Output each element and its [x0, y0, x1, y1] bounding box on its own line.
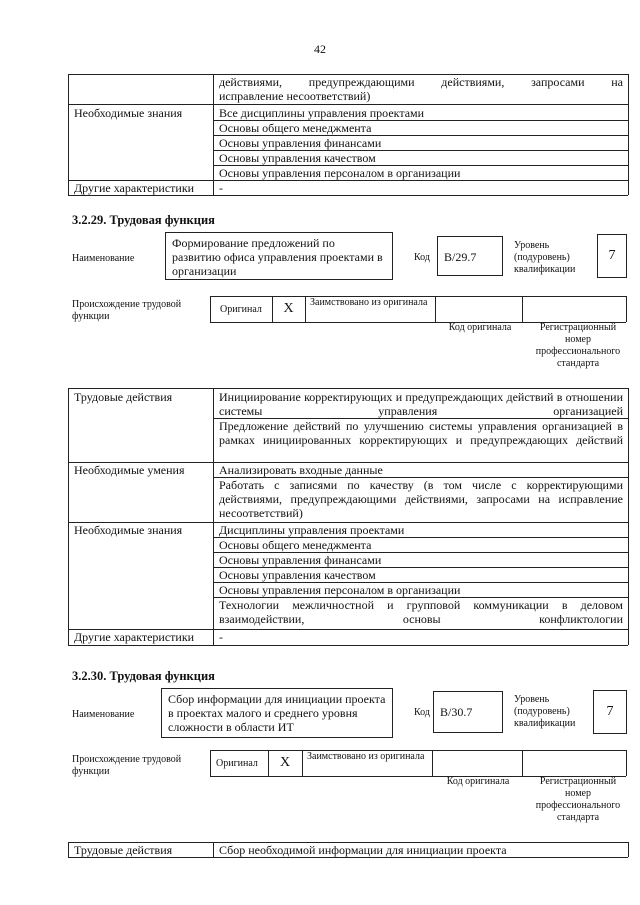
code-box — [433, 691, 503, 733]
skills-label: Необходимые умения — [74, 463, 185, 477]
knowledge-item: Основы общего менеджмента — [219, 538, 372, 552]
knowledge-item: Основы управления персоналом в организации — [219, 583, 461, 597]
knowledge-item: Дисциплины управления проектами — [219, 523, 405, 537]
other-label: Другие характеристики — [74, 181, 195, 195]
borrowed-label: Заимствовано из оригинала — [310, 297, 428, 308]
original-mark: X — [279, 755, 291, 770]
level-label: Уровень (подуровень) квалификации — [514, 694, 576, 729]
continuation-line-2: исправление несоответствий) — [219, 89, 371, 103]
level-value: 7 — [606, 704, 614, 719]
knowledge-item: Технологии межличностной и групповой коммуникации в деловом взаимодействии, основы конфликтологии — [219, 598, 623, 626]
function-name-box — [165, 232, 393, 280]
knowledge-item: Все дисциплины управления проектами — [219, 106, 425, 120]
knowledge-label: Необходимые знания — [74, 106, 183, 120]
orig-code-caption: Код оригинала — [448, 322, 512, 333]
original-mark: X — [283, 301, 294, 316]
action-item: Сбор необходимой информации для инициации проекта — [219, 843, 507, 857]
code-value: B/30.7 — [440, 705, 473, 719]
knowledge-item: Основы общего менеджмента — [219, 121, 372, 135]
level-label: Уровень (подуровень) квалификации — [514, 240, 576, 275]
code-label: Код — [414, 252, 430, 263]
origin-label: Происхождение трудовой функции — [72, 754, 182, 777]
reg-number-caption: Регистрационный номер профессионального стандарта — [535, 322, 621, 369]
function-name: Сбор информации для инициации проекта в проектах малого и среднего уровня сложности в области ИТ — [168, 692, 386, 734]
page-number: 42 — [314, 42, 326, 56]
code-box — [437, 236, 503, 276]
name-label: Наименование — [72, 709, 135, 720]
section-heading-3-2-29: 3.2.29. Трудовая функция — [72, 213, 215, 227]
action-item: Предложение действий по улучшению системы управления организацией в рамках инициированных корректирующих и предупреждающих действий — [219, 419, 623, 447]
borrowed-label: Заимствовано из оригинала — [307, 751, 425, 762]
skill-item: Работать с записями по качеству (в том числе с корректирующими действиями, предупреждающими действиями, запросами на исправление несоответствий) — [219, 478, 623, 520]
knowledge-label: Необходимые знания — [74, 523, 183, 537]
reg-number-caption: Регистрационный номер профессионального стандарта — [535, 776, 621, 823]
level-value: 7 — [608, 248, 616, 263]
orig-code-caption: Код оригинала — [446, 776, 510, 787]
knowledge-item: Основы управления качеством — [219, 568, 376, 582]
section-heading-3-2-30: 3.2.30. Трудовая функция — [72, 669, 215, 683]
action-item: Инициирование корректирующих и предупреждающих действий в отношении системы управления организацией — [219, 390, 623, 418]
knowledge-item: Основы управления финансами — [219, 136, 382, 150]
code-value: B/29.7 — [444, 250, 477, 264]
actions-label: Трудовые действия — [74, 843, 173, 857]
original-label: Оригинал — [216, 758, 258, 769]
original-label: Оригинал — [220, 304, 262, 315]
code-label: Код — [414, 707, 430, 718]
level-box — [593, 690, 627, 734]
name-label: Наименование — [72, 253, 135, 264]
function-name: Формирование предложений по развитию офиса управления проектами в организации — [172, 236, 383, 278]
level-box — [597, 234, 627, 278]
knowledge-item: Основы управления финансами — [219, 553, 382, 567]
origin-label: Происхождение трудовой функции — [72, 299, 182, 322]
function-name-box — [161, 688, 393, 738]
continuation-line-1: действиями, предупреждающими действиями, запросами на — [219, 75, 623, 89]
skill-item: Анализировать входные данные — [219, 463, 383, 477]
other-value: - — [219, 181, 223, 195]
knowledge-item: Основы управления качеством — [219, 151, 376, 165]
other-label: Другие характеристики — [74, 630, 195, 644]
other-value: - — [219, 630, 223, 644]
knowledge-item: Основы управления персоналом в организации — [219, 166, 461, 180]
actions-label: Трудовые действия — [74, 390, 173, 404]
